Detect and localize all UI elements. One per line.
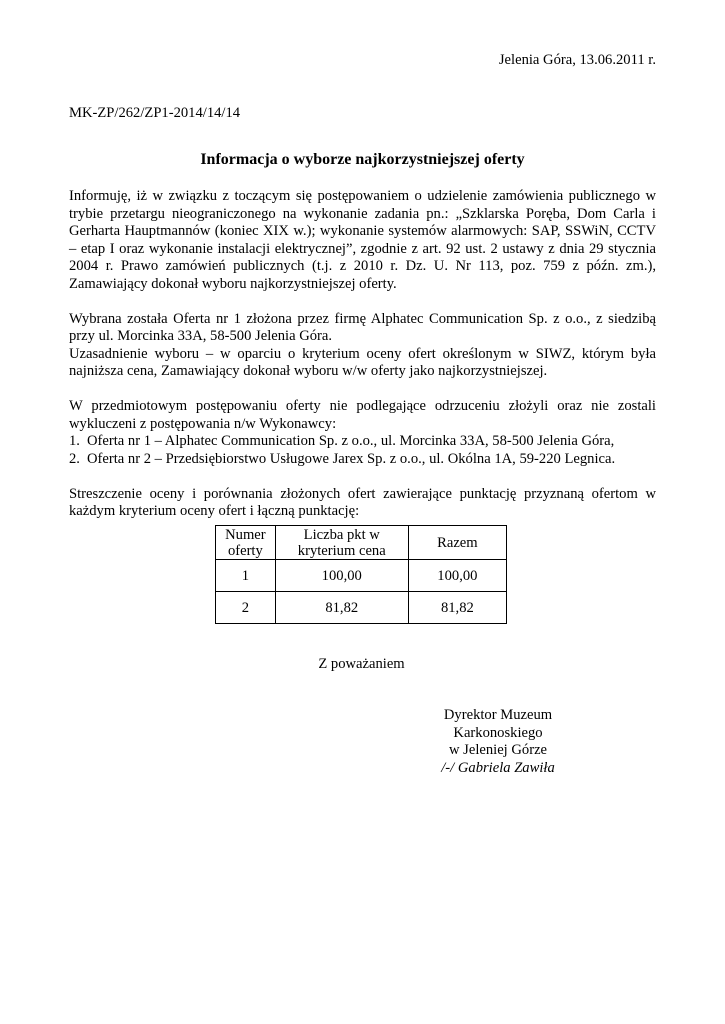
list-item-text: Oferta nr 1 – Alphatec Communication Sp. z o.o., ul. Morcinka 33A, 58-500 Jelenia Góra,	[87, 433, 615, 449]
table-cell: 100,00	[275, 560, 408, 592]
table-cell: 81,82	[275, 592, 408, 624]
document-title: Informacja o wyborze najkorzystniejszej oferty	[200, 151, 525, 168]
document-body	[69, 188, 656, 521]
table-header-row	[216, 526, 507, 560]
table-cell: 81,82	[408, 592, 506, 624]
table-row	[216, 560, 507, 592]
signature-name: /-/ Gabriela Zawiła	[441, 759, 555, 776]
list-item-text: Oferta nr 2 – Przedsiębiorstwo Usługowe Jarex Sp. z o.o., ul. Okólna 1A, 59-220 Legnica.	[87, 450, 616, 467]
signature-title: Dyrektor Muzeum Karkonoskiego	[443, 707, 553, 741]
paragraph-justification: Uzasadnienie wyboru – w oparciu o kryterium oceny ofert określonym w SIWZ, którym była najniższa cena, Zamawiający dokonał wyboru w/w oferty jako najkorzystniejszej.	[69, 345, 656, 379]
reference-number: MK-ZP/262/ZP1-2014/14/14	[69, 105, 241, 121]
document-date: Jelenia Góra, 13.06.2011 r.	[498, 52, 656, 68]
table-cell: 1	[216, 560, 276, 592]
closing-salutation	[0, 656, 725, 674]
table-header-cell: Razem	[408, 526, 506, 560]
table-row	[216, 592, 507, 624]
list-item-number: 2.	[69, 450, 80, 467]
table-header-cell: Numer oferty	[216, 526, 276, 560]
signature-institution: w Jeleniej Górze	[448, 742, 548, 758]
bidders-list	[69, 433, 656, 468]
table-cell: 2	[216, 592, 276, 624]
paragraph-summary: Streszczenie oceny i porównania złożonych ofert zawierające punktację przyznaną ofertom w każdym kryterium oceny ofert i łączną punktację:	[69, 485, 656, 519]
scores-table	[215, 525, 507, 624]
paragraph-intro: Informuję, iż w związku z toczącym się postępowaniem o udzielenie zamówienia publicznego w trybie przetargu nieograniczonego na wykonanie zadania pn.: „Szklarska Poręba, Dom Carla i Gerharta Hauptmannów (koniec XIX w.); wykonanie systemów alarmowych: SAP, SSWiN, CCTV – etap I oraz wykonanie instalacji elektrycznej”, zgodnie z art. 92 ust. 2 ustawy z dnia 29 stycznia 2004 r. Prawo zamówień publicznych (t.j. z 2010 r. Dz. U. Nr 113, poz. 759 z późn. zm.), Zamawiający dokonał wyboru najkorzystniejszej oferty.	[69, 188, 656, 292]
paragraph-selected-offer: Wybrana została Oferta nr 1 złożona przez firmę Alphatec Communication Sp. z o.o., z siedzibą przy ul. Morcinka 33A, 58-500 Jelenia Góra.	[69, 310, 656, 344]
list-item-number: 1.	[69, 433, 80, 449]
list-item	[69, 451, 656, 469]
signature-block	[398, 707, 598, 777]
table-cell: 100,00	[408, 560, 506, 592]
table-header-cell: Liczba pkt w kryterium cena	[275, 526, 408, 560]
closing-text: Z poważaniem	[318, 656, 405, 672]
paragraph-bidders-intro: W przedmiotowym postępowaniu oferty nie podlegające odrzuceniu złożyli oraz nie zostali wykluczeni z postępowania n/w Wykonawcy:	[69, 398, 656, 432]
list-item	[69, 433, 656, 451]
